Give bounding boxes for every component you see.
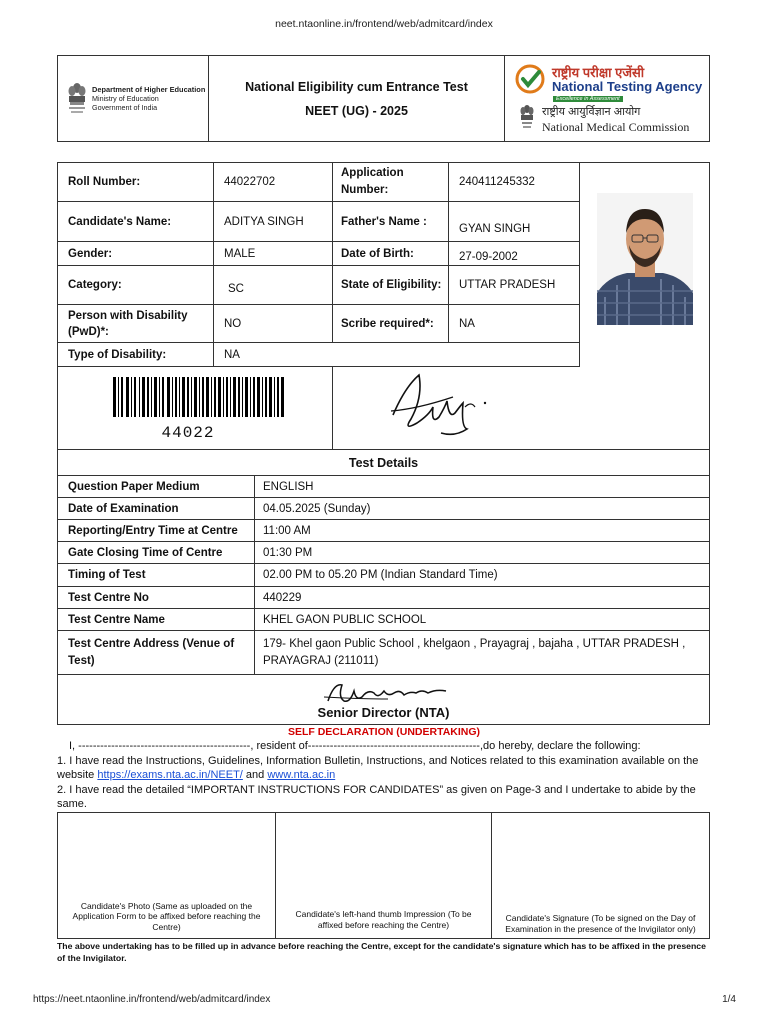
test-row [58,542,709,564]
test-row-label: Question Paper Medium [58,476,255,497]
test-row-value: 02.00 PM to 05.20 PM (Indian Standard Time) [263,569,498,581]
agency-block [505,56,709,141]
disability-type-label: Type of Disability: [58,343,214,367]
nmc-english-name: National Medical Commission [542,120,690,134]
declaration-line0: I, -----------------------------------------------, resident of-----------------------------------------------,do hereby, declare the following: [69,740,641,752]
father-name-value: GYAN SINGH [449,202,580,242]
test-row-value: 440229 [263,591,302,604]
candidate-photo-cell [580,163,710,450]
test-details-table [57,450,710,675]
candidate-photo [597,193,693,325]
candidate-details-table [57,162,710,450]
barcode-number: 44022 [161,424,215,442]
exam-title: National Eligibility cum Entrance Test [245,79,468,94]
dob-label: Date of Birth: [333,242,449,266]
roll-number-label: Roll Number: [58,163,214,202]
browser-url-bottom: https://neet.ntaonline.in/frontend/web/admitcard/index [33,994,271,1005]
test-details-title: Test Details [58,450,709,476]
test-row-value: ENGLISH [263,480,314,493]
director-signature-block [57,675,710,725]
national-emblem-icon [66,82,88,116]
self-declaration-title: SELF DECLARATION (UNDERTAKING) [287,726,481,738]
dob-value: 27-09-2002 [449,242,580,266]
test-row [58,609,709,631]
application-number-label: Application Number: [333,163,449,202]
test-row-label: Timing of Test [58,564,255,586]
category-value: SC [214,266,333,305]
self-declaration-text [57,739,710,812]
dept-line2: Ministry of Education [92,94,159,103]
test-row [58,587,709,609]
nta-website-link[interactable]: www.nta.ac.in [267,769,336,781]
test-row [58,476,709,498]
test-row [58,631,709,674]
state-value: UTTAR PRADESH [449,266,580,305]
pwd-value: NO [214,305,333,343]
scribe-label: Scribe required*: [333,305,449,343]
test-row-label: Test Centre Address (Venue of Test) [58,631,255,674]
test-row-label: Test Centre Name [58,609,255,630]
test-row-label: Date of Examination [58,498,255,519]
test-row [58,520,709,542]
state-label: State of Eligibility: [333,266,449,305]
exam-title-block [209,56,505,141]
signature-box [492,813,709,938]
page-number: 1/4 [722,994,736,1005]
roll-number-value: 44022702 [214,163,333,202]
nta-neet-link[interactable]: https://exams.nta.ac.in/NEET/ [97,769,243,781]
declaration-and-text: and [242,769,268,781]
gender-value: MALE [214,242,333,266]
director-signature-image [318,679,458,707]
declaration-line2: 2. I have read the detailed “IMPORTANT INSTRUCTIONS FOR CANDIDATES” as given on Page-3 and I undertake to abide by the same. [57,783,696,810]
thumb-impression-caption: Candidate's left-hand thumb Impression (To be affixed before reaching the Centre) [295,909,472,930]
barcode-icon [113,377,285,417]
test-row-label: Gate Closing Time of Centre [58,542,255,563]
disability-type-value: NA [214,343,580,367]
browser-url-top: neet.ntaonline.in/frontend/web/admitcard/index [275,18,493,30]
dept-block [58,56,209,141]
candidate-name-label: Candidate's Name: [58,202,214,242]
test-row-value: 04.05.2025 (Sunday) [263,502,371,515]
director-title: Senior Director (NTA) [317,705,450,720]
declaration-line1 [57,754,710,783]
category-label: Category: [58,266,214,305]
undertaking-footnote: The above undertaking has to be filled up in advance before reaching the Centre, except for the candidate's signature which has to be affixed in the presence of the Invigilator. [57,941,706,963]
father-name-label: Father's Name : [333,202,449,242]
test-row-value: 01:30 PM [263,546,313,559]
gender-label: Gender: [58,242,214,266]
application-number-value: 240411245332 [449,163,580,202]
nmc-emblem-icon [519,104,535,130]
exam-subtitle: NEET (UG) - 2025 [305,103,408,118]
test-row-value: KHEL GAON PUBLIC SCHOOL [263,613,427,626]
declaration-line1-text: 1. I have read the Instructions, Guidelines, Information Bulletin, Instructions, and Notices related to this examination available on the website [57,754,699,781]
undertaking-boxes [57,812,710,939]
nta-english-name: National Testing Agency [552,79,703,94]
admit-card-header [57,55,710,142]
dept-line1: Department of Higher Education [92,85,206,94]
dept-text [92,85,205,112]
photo-affix-box [58,813,276,938]
signature-caption: Candidate's Signature (To be signed on the Day of Examination in the presence of the Invigilator only) [505,913,696,934]
test-row-label: Reporting/Entry Time at Centre [58,520,255,541]
barcode-cell [58,367,333,450]
candidate-signature-image [333,367,580,450]
scribe-value: NA [449,305,580,343]
candidate-name-value: ADITYA SINGH [214,202,333,242]
nmc-hindi-name: राष्ट्रीय आयुर्विज्ञान आयोग [542,106,641,118]
test-row [58,498,709,520]
test-row-value: 179- Khel gaon Public School , khelgaon , Prayagraj , bajaha , UTTAR PRADESH , PRAYAGRAJ (211011) [263,637,686,667]
candidate-signature-cell [333,367,580,450]
test-row-value: 11:00 AM [263,524,311,537]
pwd-label: Person with Disability (PwD)*: [58,305,214,343]
test-row-label: Test Centre No [58,587,255,608]
nta-check-logo-icon [515,64,545,94]
nta-tagline: Excellence in Assessment [553,96,623,102]
photo-affix-caption: Candidate's Photo (Same as uploaded on the Application Form to be affixed before reaching the Centre) [72,900,261,932]
nta-hindi-name: राष्ट्रीय परीक्षा एजेंसी [552,65,645,80]
thumb-impression-box [276,813,492,938]
test-row [58,564,709,587]
dept-line3: Government of India [92,103,158,112]
